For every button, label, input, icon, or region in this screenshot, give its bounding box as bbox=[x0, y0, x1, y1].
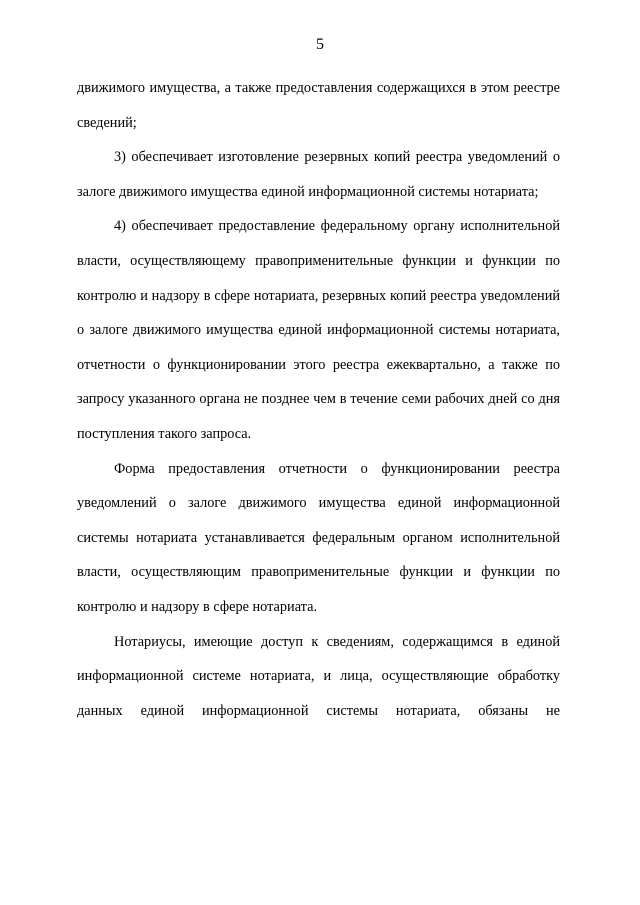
paragraph-item-3: 3) обеспечивает изготовление резервных копий реестра уведомлений о залоге движимого имущества единой информационной системы нотариата; bbox=[77, 149, 560, 200]
page-number: 5 bbox=[316, 36, 324, 53]
document-body bbox=[77, 71, 560, 728]
paragraph-item-4: 4) обеспечивает предоставление федеральному органу исполнительной власти, осуществляющему правоприменительные функции и функции по контролю и надзору в сфере нотариата, резервных копий реестра уведомлений о залоге движимого имущества единой информационной системы нотариата, отчетности о функционировании этого реестра ежеквартально, а также по запросу указанного органа не позднее чем в течение семи рабочих дней со дня поступления такого запроса. bbox=[77, 218, 560, 442]
paragraph-notaries: Нотариусы, имеющие доступ к сведениям, содержащимся в единой информационной системе нотариата, и лица, осуществляющие обработку данных единой информационной системы нотариата, обязаны не bbox=[77, 633, 560, 719]
paragraph-reporting-form: Форма предоставления отчетности о функционировании реестра уведомлений о залоге движимого имущества единой информационной системы нотариата устанавливается федеральным органом исполнительной власти, осуществляющим правоприменительные функции и функции по контролю и надзору в сфере нотариата. bbox=[77, 460, 560, 615]
paragraph-continuation: движимого имущества, а также предоставления содержащихся в этом реестре сведений; bbox=[77, 80, 560, 131]
